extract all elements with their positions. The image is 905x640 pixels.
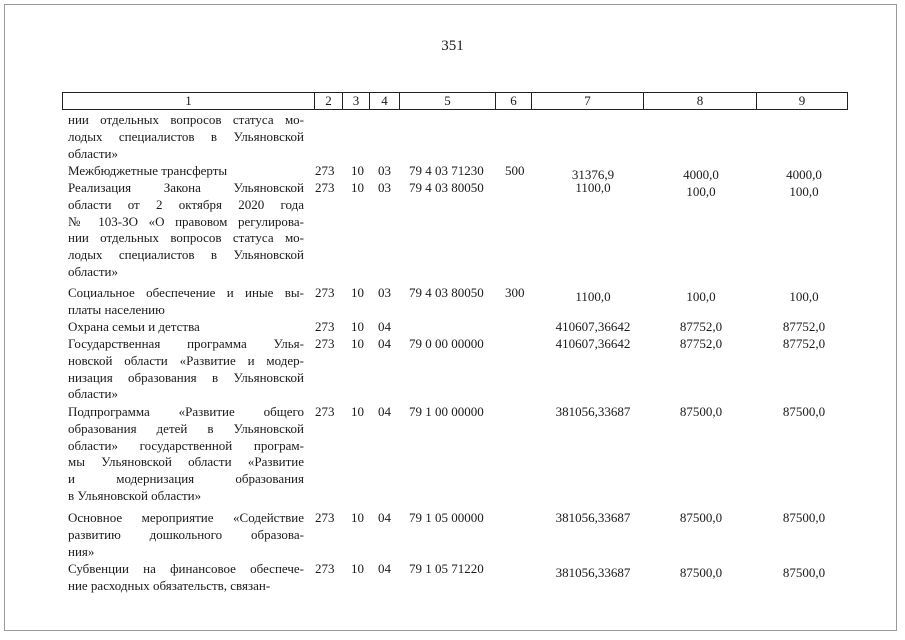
row-name-line: Основное мероприятие «Содействие: [68, 510, 304, 525]
row-name-line: нии отдельных вопросов статуса мо-: [68, 112, 304, 127]
row-name-line: Государственная программа Улья-: [68, 336, 304, 351]
row-cell-col-4: 03: [378, 180, 391, 195]
row-cell-col-9: 100,0: [789, 289, 819, 304]
row-cell-col-2: 273: [315, 561, 335, 576]
row-cell-col-7: 381056,33687: [555, 510, 631, 525]
row-cell-col-8: 87752,0: [679, 319, 723, 334]
row-cell-col-7: 410607,36642: [555, 336, 631, 351]
header-col-4: 4: [369, 93, 399, 109]
header-col-2: 2: [314, 93, 342, 109]
row-cell-col-4: 04: [378, 510, 391, 525]
row-cell-col-9: 87500,0: [782, 510, 826, 525]
row-name-line: лодых специалистов в Ульяновской: [68, 128, 304, 144]
row-cell-col-8: 87752,0: [679, 336, 723, 351]
row-cell-col-3: 10: [351, 180, 364, 195]
row-cell-col-9: 87752,0: [782, 319, 826, 334]
row-cell-col-8: 100,0: [686, 289, 716, 304]
row-cell-col-7: 1100,0: [575, 289, 611, 304]
row-cell-col-7: 31376,9: [571, 167, 615, 182]
row-cell-col-2: 273: [315, 510, 335, 525]
row-cell-col-3: 10: [351, 404, 364, 419]
row-cell-col-8: 87500,0: [679, 510, 723, 525]
row-cell-col-2: 273: [315, 180, 335, 195]
row-name-line: области»: [68, 263, 118, 279]
row-cell-col-6: 300: [505, 285, 525, 300]
row-name-line: Реализация Закона Ульяновской: [68, 180, 304, 195]
row-name-line: образования детей в Ульяновской: [68, 420, 304, 436]
header-col-6: 6: [495, 93, 531, 109]
row-cell-col-9: 87500,0: [782, 565, 826, 580]
row-name-line: мы Ульяновской области «Развитие: [68, 454, 304, 470]
row-cell-col-4: 03: [378, 163, 391, 178]
row-cell-col-2: 273: [315, 285, 335, 300]
row-cell-col-2: 273: [315, 319, 335, 334]
row-cell-col-7: 381056,33687: [555, 404, 631, 419]
row-cell-col-3: 10: [351, 510, 364, 525]
header-col-9: 9: [756, 93, 847, 109]
row-cell-col-5: 79 1 00 00000: [409, 404, 484, 419]
row-cell-col-8: 100,0: [686, 184, 716, 199]
header-col-1: 1: [185, 93, 192, 108]
header-col-8: 8: [643, 93, 756, 109]
row-cell-col-4: 04: [378, 319, 391, 334]
row-name-line: области от 2 октября 2020 года: [68, 196, 304, 212]
row-cell-col-6: 500: [505, 163, 525, 178]
row-name-line: новской области «Развитие и модер-: [68, 352, 304, 368]
row-cell-col-9: 87752,0: [782, 336, 826, 351]
row-name: [68, 404, 304, 505]
row-cell-col-3: 10: [351, 319, 364, 334]
row-cell-col-9: 100,0: [789, 184, 819, 199]
row-cell-col-5: 79 1 05 71220: [409, 561, 484, 576]
row-cell-col-7: 381056,33687: [555, 565, 631, 580]
row-name: [68, 285, 304, 319]
table-header: [62, 92, 848, 110]
row-name: [68, 510, 304, 560]
row-name-line: Межбюджетные трансферты: [68, 163, 228, 178]
row-cell-col-4: 04: [378, 404, 391, 419]
row-cell-col-5: 79 0 00 00000: [409, 336, 484, 351]
row-name: [68, 163, 304, 180]
row-name-line: нии отдельных вопросов статуса мо-: [68, 230, 304, 246]
row-cell-col-4: 04: [378, 561, 391, 576]
row-name: [68, 561, 304, 595]
row-cell-col-2: 273: [315, 404, 335, 419]
header-col-5: 5: [399, 93, 495, 109]
row-name: [68, 180, 304, 281]
row-cell-col-2: 273: [315, 336, 335, 351]
row-cell-col-5: 79 4 03 71230: [409, 163, 484, 178]
row-name: [68, 319, 304, 336]
row-cell-col-4: 04: [378, 336, 391, 351]
row-cell-col-7: 1100,0: [575, 180, 611, 195]
row-cell-col-7: 410607,36642: [555, 319, 631, 334]
page-number: 351: [441, 38, 464, 54]
row-name-line: области» государственной програм-: [68, 437, 304, 453]
row-name-line: ние расходных обязательств, связан-: [68, 577, 271, 593]
row-cell-col-4: 03: [378, 285, 391, 300]
row-name-line: лодых специалистов в Ульяновской: [68, 247, 304, 263]
row-name-line: платы населению: [68, 301, 165, 317]
row-cell-col-8: 87500,0: [679, 565, 723, 580]
row-cell-col-2: 273: [315, 163, 335, 178]
row-cell-col-9: 4000,0: [786, 167, 822, 182]
row-name-line: ния»: [68, 543, 95, 559]
row-cell-col-3: 10: [351, 336, 364, 351]
row-cell-col-9: 87500,0: [782, 404, 826, 419]
row-cell-col-3: 10: [351, 285, 364, 300]
row-name-line: № 103-ЗО «О правовом регулирова-: [68, 213, 304, 229]
row-name-line: и модернизация образования: [68, 471, 304, 487]
row-cell-col-8: 4000,0: [683, 167, 719, 182]
row-name-line: Социальное обеспечение и иные вы-: [68, 285, 304, 300]
row-name-line: области»: [68, 145, 118, 161]
row-name-line: Подпрограмма «Развитие общего: [68, 404, 304, 419]
row-name-line: в Ульяновской области»: [68, 487, 202, 503]
row-cell-col-5: 79 4 03 80050: [409, 285, 484, 300]
row-cell-col-3: 10: [351, 163, 364, 178]
row-name-line: области»: [68, 386, 118, 402]
row-cell-col-5: 79 1 05 00000: [409, 510, 484, 525]
row-name-line: развитию дошкольного образова-: [68, 526, 304, 542]
row-name-line: Субвенции на финансовое обеспече-: [68, 561, 304, 576]
row-cell-col-8: 87500,0: [679, 404, 723, 419]
row-name-line: Охрана семьи и детства: [68, 319, 200, 334]
row-name-line: низация образования в Ульяновской: [68, 369, 304, 385]
row-name: [68, 336, 304, 403]
header-col-7: 7: [531, 93, 643, 109]
row-cell-col-3: 10: [351, 561, 364, 576]
header-col-3: 3: [342, 93, 369, 109]
row-name: [68, 112, 304, 162]
row-cell-col-5: 79 4 03 80050: [409, 180, 484, 195]
